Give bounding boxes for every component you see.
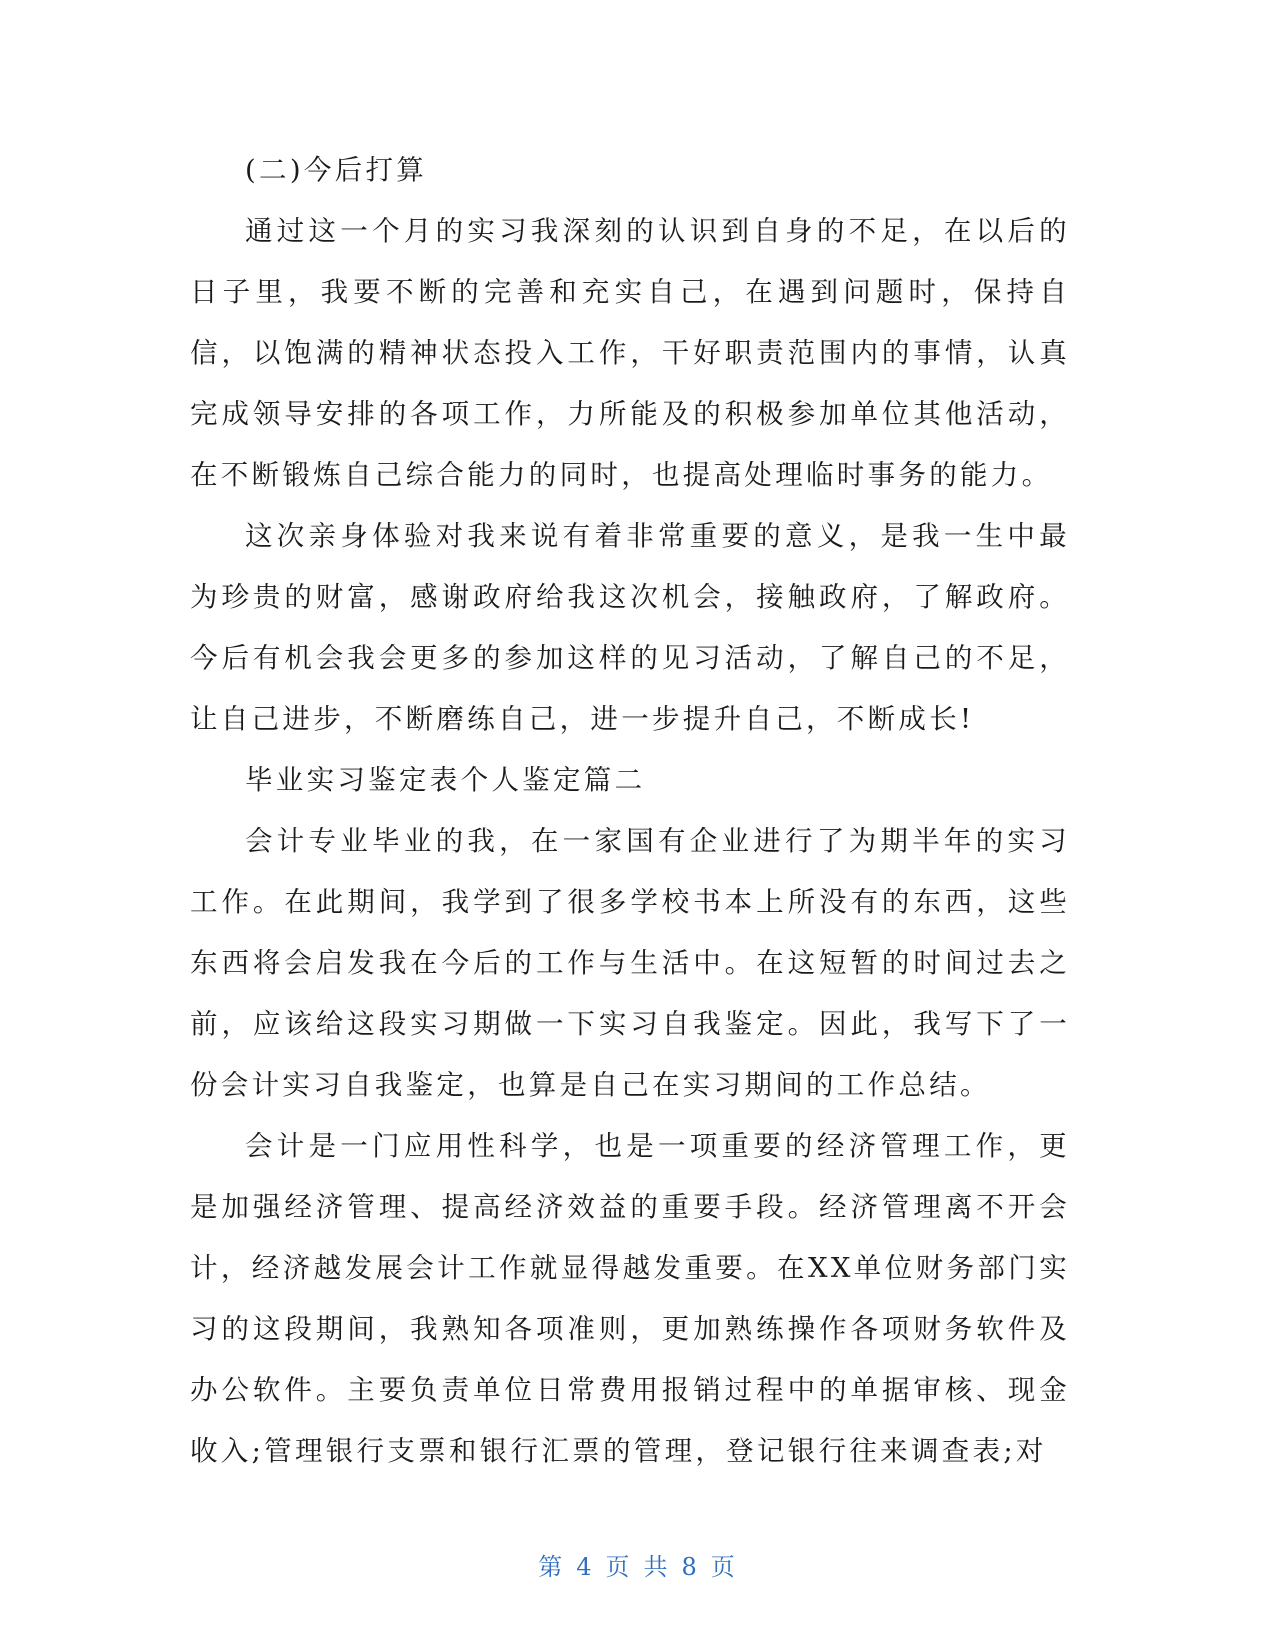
total-page-number: 8	[681, 1553, 699, 1581]
page-number-footer	[0, 1547, 1275, 1582]
section-title: 毕业实习鉴定表个人鉴定篇二	[245, 764, 646, 796]
page-label: 第	[538, 1553, 565, 1581]
paragraph: 会计专业毕业的我，在一家国有企业进行了为期半年的实习工作。在此期间，我学到了很多学校书本上所没有的东西，这些东西将会启发我在今后的工作与生活中。在这短暂的时间过去之前，应该给这段实习期做一下实习自我鉴定。因此，我写下了一份会计实习自我鉴定，也算是自己在实习期间的工作总结。	[190, 825, 1070, 1101]
total-unit-label: 页	[710, 1553, 737, 1581]
total-label: 共	[643, 1553, 670, 1581]
current-page-number: 4	[576, 1553, 594, 1581]
paragraph: 通过这一个月的实习我深刻的认识到自身的不足，在以后的日子里，我要不断的完善和充实自己，在遇到问题时，保持自信，以饱满的精神状态投入工作，干好职责范围内的事情，认真完成领导安排的各项工作，力所能及的积极参加单位其他活动，在不断锻炼自己综合能力的同时，也提高处理临时事务的能力。	[190, 215, 1070, 491]
document-body	[190, 140, 1070, 1482]
paragraph: 这次亲身体验对我来说有着非常重要的意义，是我一生中最为珍贵的财富，感谢政府给我这次机会，接触政府，了解政府。今后有机会我会更多的参加这样的见习活动，了解自己的不足，让自己进步，不断磨练自己，进一步提升自己，不断成长!	[190, 520, 1070, 735]
section-heading: (二)今后打算	[245, 154, 428, 186]
page-unit-label: 页	[605, 1553, 632, 1581]
paragraph: 会计是一门应用性科学，也是一项重要的经济管理工作，更是加强经济管理、提高经济效益的重要手段。经济管理离不开会计，经济越发展会计工作就显得越发重要。在XX单位财务部门实习的这段期间，我熟知各项准则，更加熟练操作各项财务软件及办公软件。主要负责单位日常费用报销过程中的单据审核、现金收入;管理银行支票和银行汇票的管理，登记银行往来调查表;对	[190, 1130, 1070, 1467]
